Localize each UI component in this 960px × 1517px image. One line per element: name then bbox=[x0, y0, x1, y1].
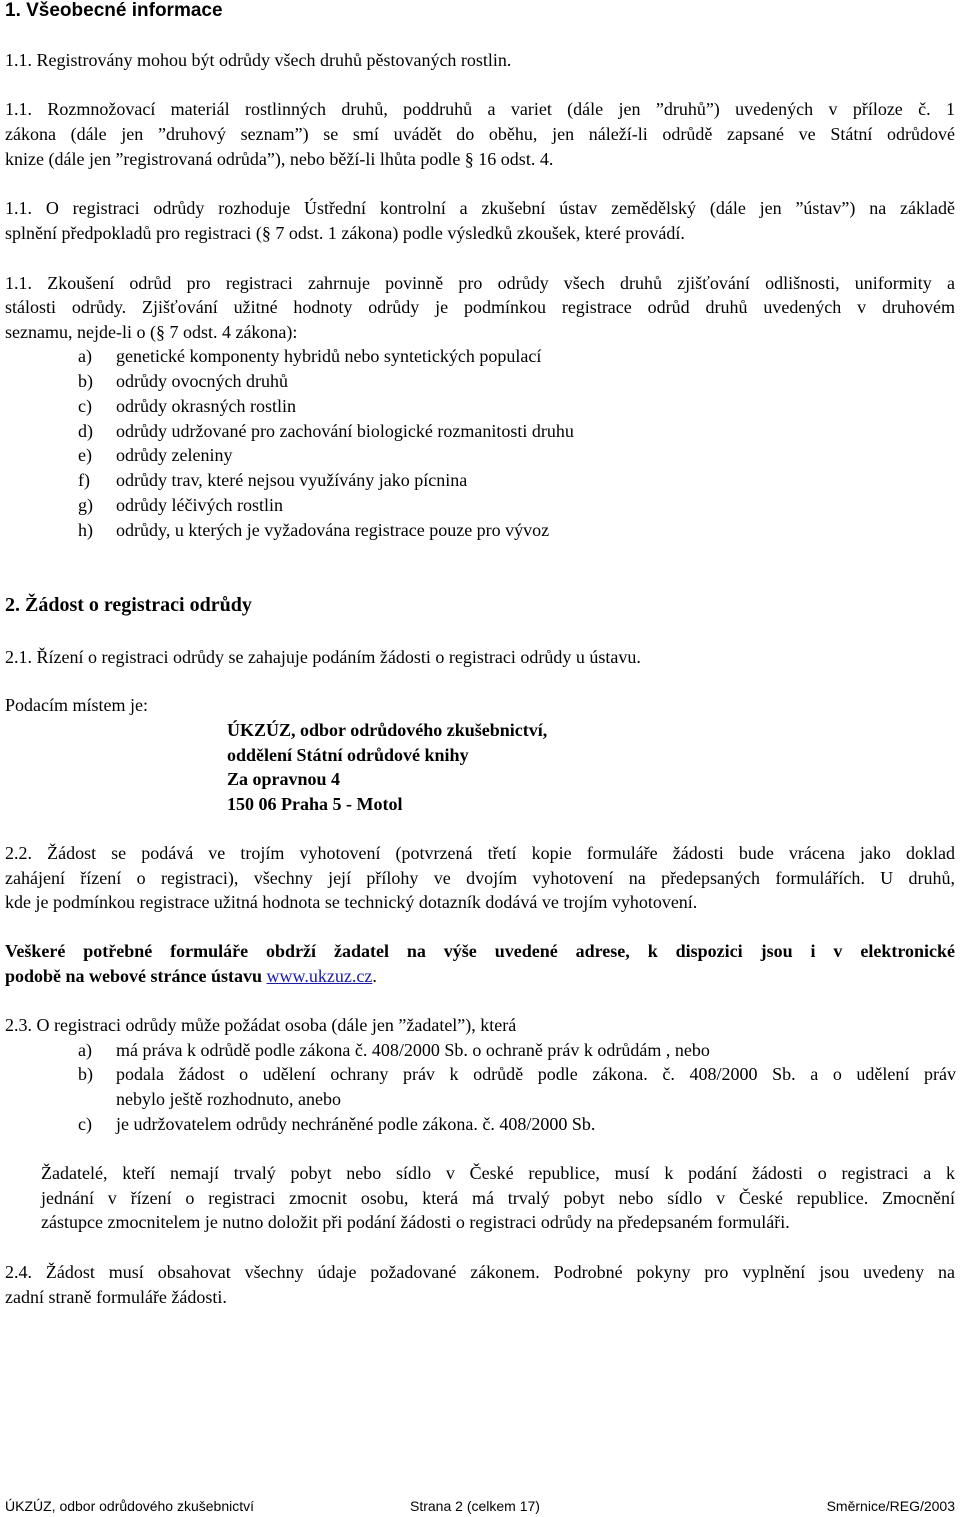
address-line: Za opravnou 4 bbox=[227, 769, 341, 789]
paragraph-2-2-line: 2.2. Žádost se podává ve trojím vyhotovení (potvrzená třetí kopie formuláře žádosti bude vrácena jako doklad bbox=[5, 843, 955, 863]
paragraph-1-4-line: stálosti odrůdy. Zjišťování užitné hodnoty odrůdy je podmínkou registrace odrůd druhů uvedených v druhovém bbox=[5, 297, 955, 317]
section-2-heading: 2. Žádost o registraci odrůdy bbox=[5, 594, 252, 616]
paragraph-2-2-line: kde je podmínkou registrace užitná hodnota se technický dotazník dodává ve trojím vyhotovení. bbox=[5, 892, 698, 912]
list-item-label: f) bbox=[78, 470, 90, 490]
list-item-label: e) bbox=[78, 445, 92, 465]
foreign-applicants-line: jednání v řízení o registraci zmocnit osobu, která má trvalý pobyt nebo sídlo v České republice. Zmocnění bbox=[41, 1188, 955, 1208]
list-item-label: h) bbox=[78, 520, 93, 540]
list-item-text: podala žádost o udělení ochrany práv k odrůdě podle zákona. č. 408/2000 Sb. a o udělení práv bbox=[116, 1064, 956, 1084]
list-item-text: má práva k odrůdě podle zákona č. 408/2000 Sb. o ochraně práv k odrůdám , nebo bbox=[116, 1040, 710, 1060]
forms-notice-period: . bbox=[372, 966, 377, 986]
list-item-text: genetické komponenty hybridů nebo syntetických populací bbox=[116, 346, 542, 366]
paragraph-1-3-line: 1.1. O registraci odrůdy rozhoduje Ústřední kontrolní a zkušební ústav zemědělský (dále jen ”ústav”) na základě bbox=[5, 198, 955, 218]
paragraph-2-4-line: 2.4. Žádost musí obsahovat všechny údaje požadované zákonem. Podrobné pokyny pro vyplnění jsou uvedeny na bbox=[5, 1262, 955, 1282]
ukzuz-website-link[interactable]: www.ukzuz.cz bbox=[266, 966, 373, 986]
list-item-text: odrůdy léčivých rostlin bbox=[116, 495, 283, 515]
list-item-label: a) bbox=[78, 1040, 92, 1060]
list-item-text: odrůdy ovocných druhů bbox=[116, 371, 288, 391]
paragraph-2-1: 2.1. Řízení o registraci odrůdy se zahajuje podáním žádosti o registraci odrůdy u ústavu. bbox=[5, 647, 641, 667]
list-item-label: b) bbox=[78, 1064, 93, 1084]
paragraph-2-2-line: zahájení řízení o registraci), všechny její přílohy ve dvojím vyhotovení na předepsaných formulářích. U druhů, bbox=[5, 868, 955, 888]
paragraph-1-2-line: knize (dále jen ”registrovaná odrůda”), nebo běží-li lhůta podle § 16 odst. 4. bbox=[5, 149, 554, 169]
paragraph-1-4-line: seznamu, nejde-li o (§ 7 odst. 4 zákona): bbox=[5, 322, 298, 342]
forms-notice-line bbox=[5, 966, 377, 986]
paragraph-1-2-line: zákona (dále jen ”druhový seznam”) se smí uvádět do oběhu, jen náleží-li odrůdě zapsané ve Státní odrůdové bbox=[5, 124, 955, 144]
address-line: ÚKZÚZ, odbor odrůdového zkušebnictví, bbox=[227, 720, 548, 740]
list-item-label: g) bbox=[78, 495, 93, 515]
footer-right: Směrnice/REG/2003 bbox=[826, 1498, 955, 1514]
paragraph-1-4-line: 1.1. Zkoušení odrůd pro registraci zahrnuje povinně pro odrůdy všech druhů zjišťování odlišnosti, uniformity a bbox=[5, 273, 955, 293]
list-item-label: c) bbox=[78, 396, 92, 416]
list-item-text: odrůdy udržované pro zachování biologické rozmanitosti druhu bbox=[116, 421, 574, 441]
forms-notice-text: podobě na webové stránce ústavu bbox=[5, 966, 267, 986]
address-line: 150 06 Praha 5 - Motol bbox=[227, 794, 403, 814]
section-1-heading: 1. Všeobecné informace bbox=[5, 0, 223, 21]
footer-page-number: Strana 2 (celkem 17) bbox=[410, 1498, 540, 1514]
list-item-label: c) bbox=[78, 1114, 92, 1134]
footer-left: ÚKZÚZ, odbor odrůdového zkušebnictví bbox=[5, 1498, 255, 1514]
paragraph-1-1: 1.1. Registrovány mohou být odrůdy všech druhů pěstovaných rostlin. bbox=[5, 50, 512, 70]
list-item-text: odrůdy, u kterých je vyžadována registrace pouze pro vývoz bbox=[116, 520, 550, 540]
paragraph-2-4-line: zadní straně formuláře žádosti. bbox=[5, 1287, 227, 1307]
list-item-text: odrůdy okrasných rostlin bbox=[116, 396, 296, 416]
submission-place-label: Podacím místem je: bbox=[5, 695, 148, 715]
list-item-text: odrůdy zeleniny bbox=[116, 445, 233, 465]
paragraph-1-3-line: splnění předpokladů pro registraci (§ 7 odst. 1 zákona) podle výsledků zkoušek, které provádí. bbox=[5, 223, 685, 243]
address-line: oddělení Státní odrůdové knihy bbox=[227, 745, 469, 765]
paragraph-1-2-line: 1.1. Rozmnožovací materiál rostlinných druhů, poddruhů a variet (dále jen ”druhů”) uvedených v příloze č. 1 bbox=[5, 99, 955, 119]
paragraph-2-3: 2.3. O registraci odrůdy může požádat osoba (dále jen ”žadatel”), která bbox=[5, 1015, 517, 1035]
list-item-label: a) bbox=[78, 346, 92, 366]
list-item-label: d) bbox=[78, 421, 93, 441]
list-item-text: je udržovatelem odrůdy nechráněné podle zákona. č. 408/2000 Sb. bbox=[116, 1114, 596, 1134]
list-item-text: odrůdy trav, které nejsou využívány jako pícnina bbox=[116, 470, 468, 490]
forms-notice-line: Veškeré potřebné formuláře obdrží žadatel na výše uvedené adrese, k dispozici jsou i v elektronické bbox=[5, 941, 955, 961]
foreign-applicants-line: zástupce zmocnitelem je nutno doložit při podání žádosti o registraci odrůdy na předepsaném formuláři. bbox=[41, 1212, 790, 1232]
list-item-text: nebylo ještě rozhodnuto, anebo bbox=[116, 1089, 341, 1109]
list-item-label: b) bbox=[78, 371, 93, 391]
foreign-applicants-line: Žadatelé, kteří nemají trvalý pobyt nebo sídlo v České republice, musí k podání žádosti o registraci a k bbox=[41, 1163, 955, 1183]
